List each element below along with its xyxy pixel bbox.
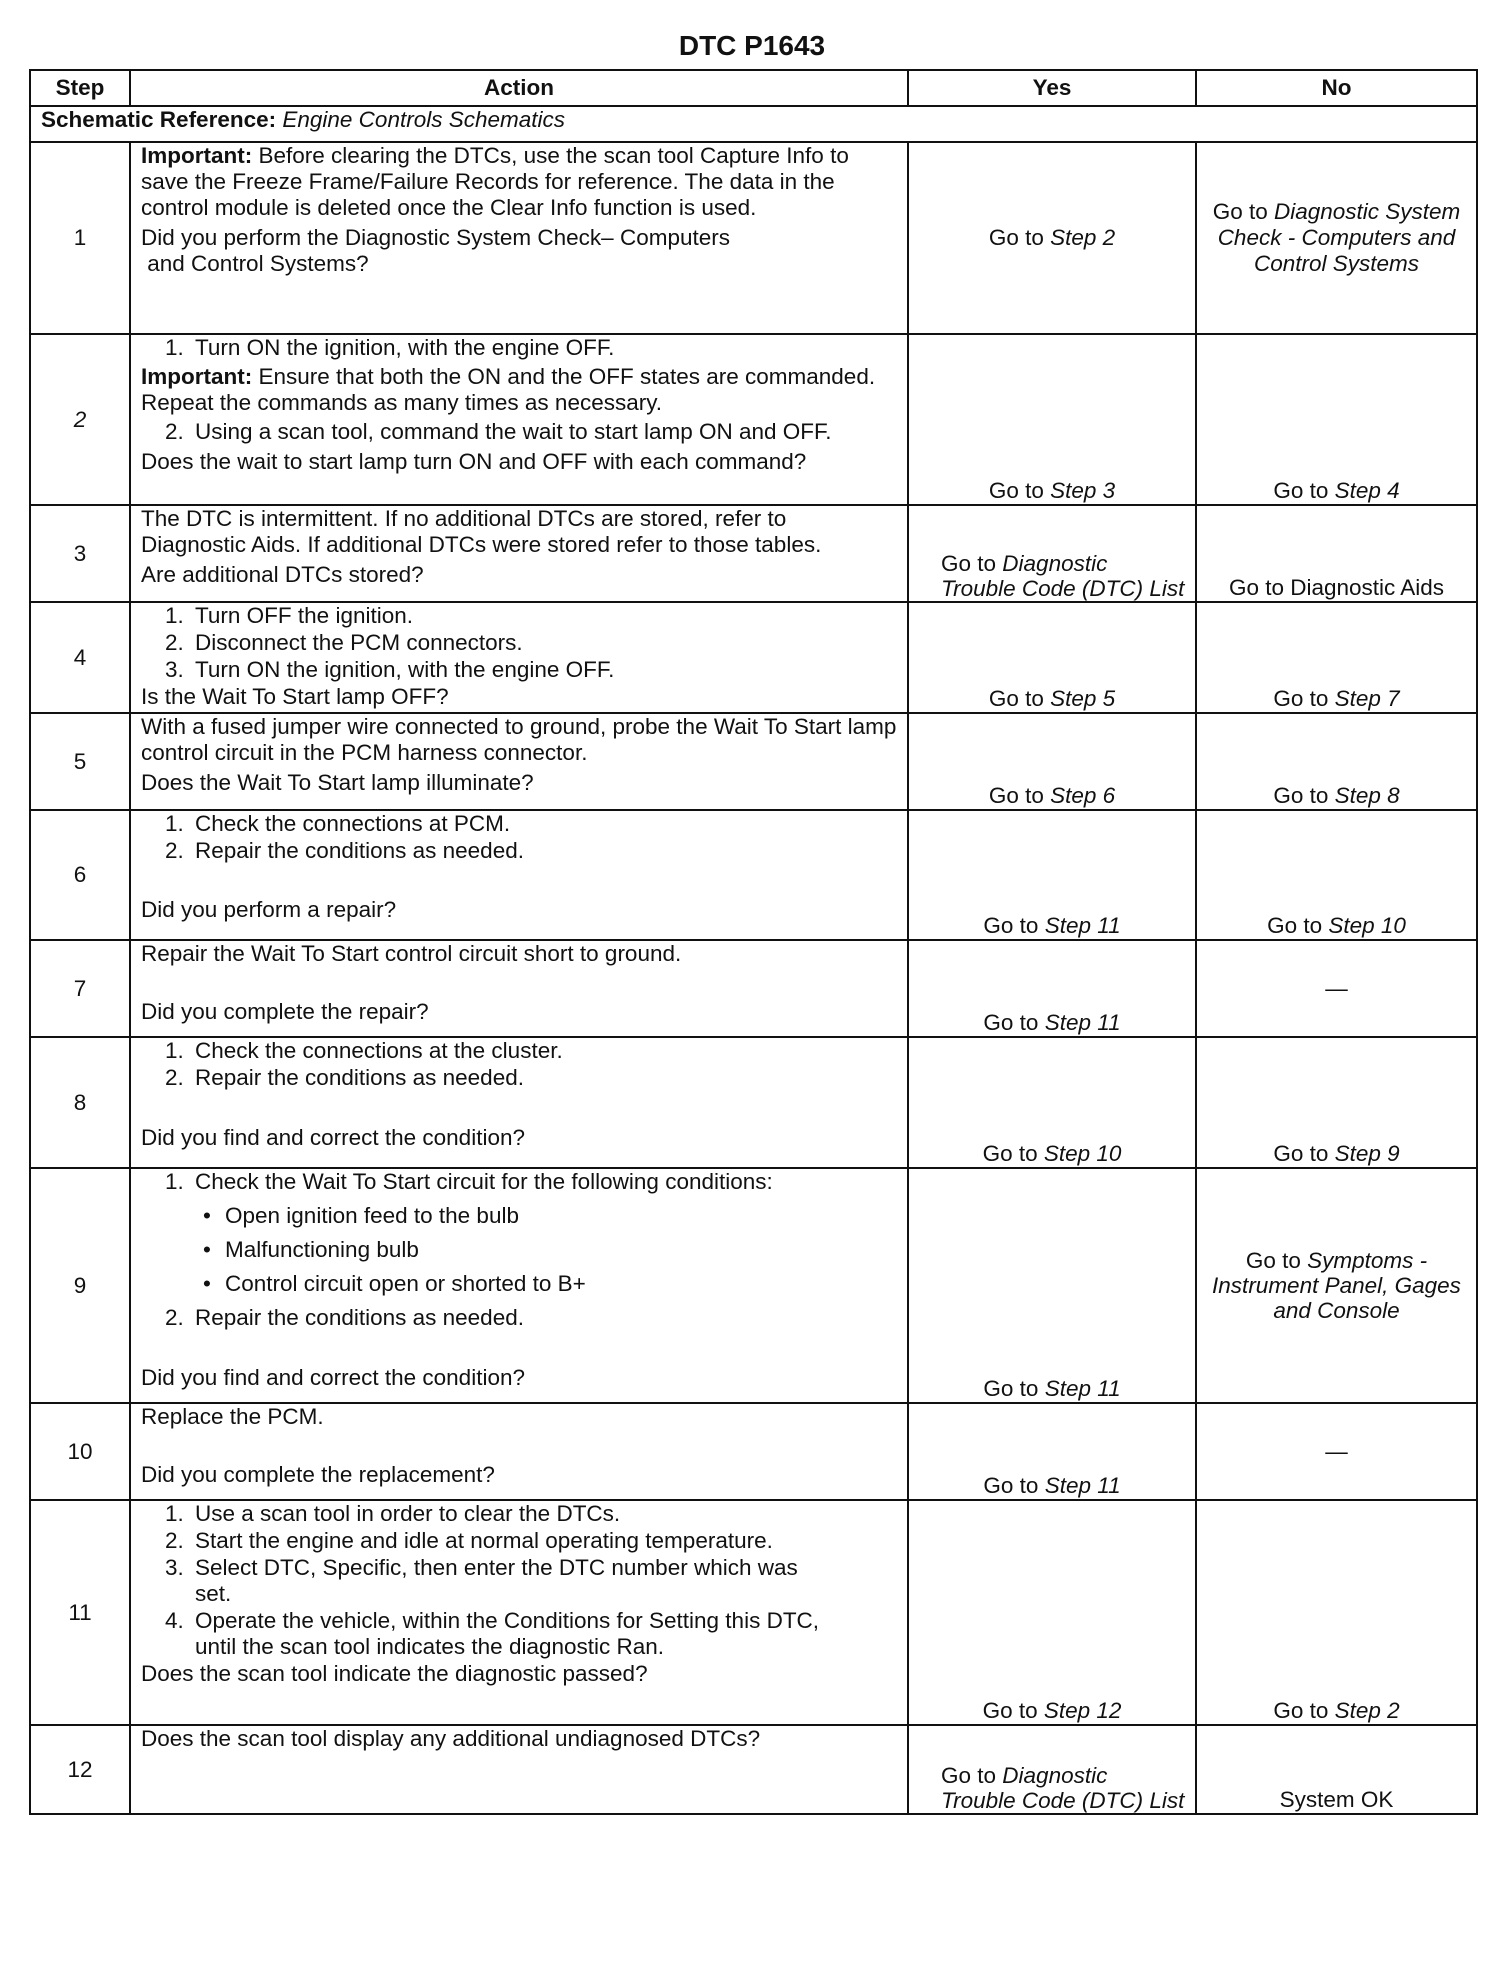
item-number: 2.: [165, 1528, 184, 1553]
action-cell: [130, 1037, 908, 1168]
yes-cell[interactable]: [908, 505, 1196, 602]
no-cell[interactable]: [1196, 142, 1477, 334]
table-row: [30, 713, 1477, 810]
no-target-link[interactable]: Step 8: [1334, 783, 1400, 808]
important-text: Ensure that both the ON and the OFF states are commanded. Repeat the commands as many times as necessary.: [141, 364, 876, 415]
bullet-item: [141, 1237, 897, 1263]
table-row: [30, 505, 1477, 602]
item-number: 3.: [165, 1555, 184, 1580]
action-cell: [130, 940, 908, 1037]
yes-target-link[interactable]: Step 11: [1044, 913, 1121, 938]
no-target-link[interactable]: Diagnostic System Check - Computers and Control Systems: [1217, 199, 1461, 276]
yes-cell[interactable]: [908, 142, 1196, 334]
bullet-item: [141, 1271, 897, 1297]
numbered-item: [141, 811, 897, 837]
yes-target-link[interactable]: Diagnostic Trouble Code (DTC) List: [941, 1763, 1185, 1813]
yes-cell[interactable]: [908, 1403, 1196, 1500]
question: Did you perform the Diagnostic System Check– Computers: [141, 225, 730, 250]
numbered-item: [141, 1305, 897, 1331]
yes-target-link[interactable]: Step 6: [1050, 783, 1116, 808]
schematic-reference: [30, 106, 1477, 142]
table-row: [30, 602, 1477, 713]
question: Did you find and correct the condition?: [141, 1365, 525, 1390]
go-to-label: Go to: [983, 1473, 1039, 1498]
numbered-item: [141, 419, 897, 445]
question: Is the Wait To Start lamp OFF?: [141, 684, 449, 709]
numbered-item: [141, 1501, 897, 1527]
no-target-link[interactable]: Step 2: [1334, 1698, 1400, 1723]
yes-target-link[interactable]: Step 11: [1044, 1376, 1121, 1401]
step-number: 1: [30, 142, 130, 334]
important-label: Important:: [141, 364, 253, 389]
yes-target-link[interactable]: Step 12: [1043, 1698, 1122, 1723]
table-row: [30, 1403, 1477, 1500]
go-to-label: Go to: [1273, 1141, 1329, 1166]
numbered-item: [141, 657, 897, 683]
yes-target-link[interactable]: Step 11: [1044, 1473, 1121, 1498]
bullet-text: Open ignition feed to the bulb: [225, 1203, 519, 1228]
item-text: Repair the conditions as needed.: [195, 838, 524, 863]
important-label: Important:: [141, 143, 253, 168]
header-step: Step: [30, 70, 130, 106]
no-cell[interactable]: [1196, 1500, 1477, 1725]
important-note: [141, 143, 897, 221]
item-number: 2.: [165, 838, 184, 863]
go-to-label: Go to: [983, 1010, 1039, 1035]
bullet-text: Control circuit open or shorted to B+: [225, 1271, 586, 1296]
step-number: 6: [30, 810, 130, 940]
table-row: [30, 1037, 1477, 1168]
description: Repair the Wait To Start control circuit short to ground.: [141, 941, 682, 966]
no-target-link[interactable]: Symptoms - Instrument Panel, Gages and Console: [1212, 1248, 1461, 1323]
item-number: 1.: [165, 1169, 184, 1194]
page-title: DTC P1643: [678, 30, 826, 61]
item-text: Repair the conditions as needed.: [195, 1065, 524, 1090]
item-number: 1.: [165, 811, 184, 836]
action-cell: [130, 1403, 908, 1500]
go-to-label: Go to: [1212, 199, 1268, 224]
question: Did you perform a repair?: [141, 897, 397, 922]
action-cell: [130, 1500, 908, 1725]
yes-target-link[interactable]: Step 10: [1043, 1141, 1122, 1166]
item-text: Disconnect the PCM connectors.: [195, 630, 523, 655]
step-number: 3: [30, 505, 130, 602]
item-text: Check the connections at PCM.: [195, 811, 511, 836]
yes-cell[interactable]: [908, 1500, 1196, 1725]
question: Does the wait to start lamp turn ON and OFF with each command?: [141, 449, 807, 474]
item-number: 1.: [165, 1501, 184, 1526]
yes-cell[interactable]: [908, 940, 1196, 1037]
item-text: Operate the vehicle, within the Conditions for Setting this DTC, until the scan tool indicates the diagnostic Ran.: [195, 1608, 820, 1659]
no-cell[interactable]: [1196, 602, 1477, 713]
go-to-label: Go to: [1245, 1248, 1301, 1273]
go-to-label: Go to: [988, 783, 1044, 808]
important-note: [141, 364, 897, 416]
header-yes: Yes: [908, 70, 1196, 106]
no-cell[interactable]: [1196, 505, 1477, 602]
go-to-label: Go to: [988, 686, 1044, 711]
item-number: 1.: [165, 603, 184, 628]
go-to-label: Go to: [983, 1376, 1039, 1401]
question-continued: and Control Systems?: [141, 251, 369, 276]
item-text: Turn ON the ignition, with the engine OFF.: [195, 335, 615, 360]
step-number: 9: [30, 1168, 130, 1403]
no-target-link[interactable]: Step 10: [1328, 913, 1406, 938]
item-text: Turn OFF the ignition.: [195, 603, 414, 628]
no-cell[interactable]: [1196, 810, 1477, 940]
item-number: 2.: [165, 630, 184, 655]
no-action-dash: —: [1325, 975, 1348, 1001]
action-cell: [130, 142, 908, 334]
yes-cell[interactable]: [908, 602, 1196, 713]
item-text: Using a scan tool, command the wait to start lamp ON and OFF.: [195, 419, 832, 444]
table-row: [30, 810, 1477, 940]
no-cell: [1196, 1403, 1477, 1500]
go-to-label: Go to: [1273, 686, 1329, 711]
no-target-link[interactable]: Go to Diagnostic Aids: [1228, 575, 1445, 600]
step-number: 4: [30, 602, 130, 713]
bullet-glyph: •: [203, 1203, 211, 1228]
yes-cell[interactable]: [908, 1725, 1196, 1814]
table-row: [30, 1500, 1477, 1725]
go-to-label: Go to: [1267, 913, 1323, 938]
question: Does the Wait To Start lamp illuminate?: [141, 770, 534, 795]
table-row: [30, 940, 1477, 1037]
table-row: [30, 334, 1477, 505]
item-number: 2.: [165, 1065, 184, 1090]
numbered-item: [141, 630, 897, 656]
numbered-item: [141, 1528, 897, 1554]
item-text: Repair the conditions as needed.: [195, 1305, 524, 1330]
yes-target-link[interactable]: Step 11: [1044, 1010, 1121, 1035]
item-text: Use a scan tool in order to clear the DTCs.: [195, 1501, 621, 1526]
go-to-label: Go to: [988, 225, 1044, 250]
action-cell: [130, 1725, 908, 1814]
go-to-label: Go to: [983, 913, 1039, 938]
bullet-glyph: •: [203, 1271, 211, 1296]
numbered-item: [141, 1608, 897, 1660]
item-text: Check the Wait To Start circuit for the following conditions:: [195, 1169, 773, 1194]
item-number: 3.: [165, 657, 184, 682]
bullet-text: Malfunctioning bulb: [225, 1237, 419, 1262]
item-text: Select DTC, Specific, then enter the DTC number which was set.: [195, 1555, 798, 1606]
action-cell: [130, 1168, 908, 1403]
item-number: 2.: [165, 1305, 184, 1330]
schematic-reference-row: [30, 106, 1477, 142]
yes-target-link[interactable]: Diagnostic Trouble Code (DTC) List: [941, 551, 1185, 601]
numbered-item: [141, 1065, 897, 1091]
header-action: Action: [130, 70, 908, 106]
no-cell: [1196, 940, 1477, 1037]
go-to-label: Go to: [1273, 1698, 1329, 1723]
no-cell[interactable]: [1196, 1725, 1477, 1814]
important-text: Before clearing the DTCs, use the scan tool Capture Info to save the Freeze Frame/Failure Records for reference. The data in the control module is deleted once the Clear Info function is used.: [141, 143, 849, 220]
question: Does the scan tool indicate the diagnostic passed?: [141, 1661, 648, 1686]
yes-cell[interactable]: [908, 1168, 1196, 1403]
action-cell: [130, 505, 908, 602]
no-cell[interactable]: [1196, 334, 1477, 505]
item-text: Check the connections at the cluster.: [195, 1038, 563, 1063]
numbered-item: [141, 335, 897, 361]
header-row: [30, 70, 1477, 106]
question: Does the scan tool display any additional undiagnosed DTCs?: [141, 1726, 761, 1751]
diagnostic-table: [29, 69, 1478, 1815]
no-target-link[interactable]: Step 4: [1334, 478, 1400, 503]
action-cell: [130, 602, 908, 713]
question: Did you find and correct the condition?: [141, 1125, 525, 1150]
schematic-reference-link[interactable]: Engine Controls Schematics: [282, 107, 566, 132]
description: The DTC is intermittent. If no additional DTCs are stored, refer to Diagnostic Aids. If additional DTCs were stored refer to those tables.: [141, 506, 822, 557]
step-number: [30, 334, 130, 505]
item-number: 1.: [165, 1038, 184, 1063]
numbered-item: [141, 838, 897, 864]
question: Are additional DTCs stored?: [141, 562, 424, 587]
go-to-label: Go to: [941, 1763, 997, 1788]
bullet-item: [141, 1203, 897, 1229]
yes-cell[interactable]: [908, 334, 1196, 505]
item-number: 2.: [165, 419, 184, 444]
yes-target-link[interactable]: Step 5: [1050, 686, 1116, 711]
description: Replace the PCM.: [141, 1404, 324, 1429]
bullet-glyph: •: [203, 1237, 211, 1262]
no-cell[interactable]: [1196, 713, 1477, 810]
no-target-link[interactable]: System OK: [1279, 1787, 1394, 1812]
yes-target-link[interactable]: Step 3: [1050, 478, 1116, 503]
yes-cell[interactable]: [908, 713, 1196, 810]
step-number: 10: [30, 1403, 130, 1500]
action-cell: [130, 713, 908, 810]
item-number: 1.: [165, 335, 184, 360]
step-number: 5: [30, 713, 130, 810]
table-row: [30, 1725, 1477, 1814]
action-cell: [130, 810, 908, 940]
go-to-label: Go to: [982, 1698, 1038, 1723]
yes-cell[interactable]: [908, 1037, 1196, 1168]
no-target-link[interactable]: Step 7: [1334, 686, 1400, 711]
item-text: Start the engine and idle at normal operating temperature.: [195, 1528, 773, 1553]
description: With a fused jumper wire connected to ground, probe the Wait To Start lamp control circuit in the PCM harness connector.: [141, 714, 897, 765]
no-cell[interactable]: [1196, 1168, 1477, 1403]
yes-cell[interactable]: [908, 810, 1196, 940]
numbered-item: [141, 1038, 897, 1064]
step-number: 8: [30, 1037, 130, 1168]
item-number: 4.: [165, 1608, 184, 1633]
header-no: No: [1196, 70, 1477, 106]
schematic-reference-label: Schematic Reference:: [41, 107, 277, 132]
table-row: [30, 142, 1477, 334]
go-to-label: Go to: [1273, 478, 1329, 503]
no-cell[interactable]: [1196, 1037, 1477, 1168]
yes-target-link[interactable]: Step 2: [1050, 225, 1116, 250]
go-to-label: Go to: [982, 1141, 1038, 1166]
action-cell: [130, 334, 908, 505]
numbered-item: [141, 603, 897, 629]
numbered-item: [141, 1555, 897, 1607]
table-row: [30, 1168, 1477, 1403]
go-to-label: Go to: [988, 478, 1044, 503]
question: Did you complete the replacement?: [141, 1462, 495, 1487]
no-action-dash: —: [1325, 1438, 1348, 1464]
step-number: 7: [30, 940, 130, 1037]
numbered-item: [141, 1169, 897, 1195]
no-target-link[interactable]: Step 9: [1334, 1141, 1400, 1166]
step-number: 11: [30, 1500, 130, 1725]
step-number-text: 2: [73, 406, 87, 432]
go-to-label: Go to: [1273, 783, 1329, 808]
go-to-label: Go to: [941, 551, 997, 576]
item-text: Turn ON the ignition, with the engine OFF.: [195, 657, 615, 682]
step-number: 12: [30, 1725, 130, 1814]
question: Did you complete the repair?: [141, 999, 429, 1024]
